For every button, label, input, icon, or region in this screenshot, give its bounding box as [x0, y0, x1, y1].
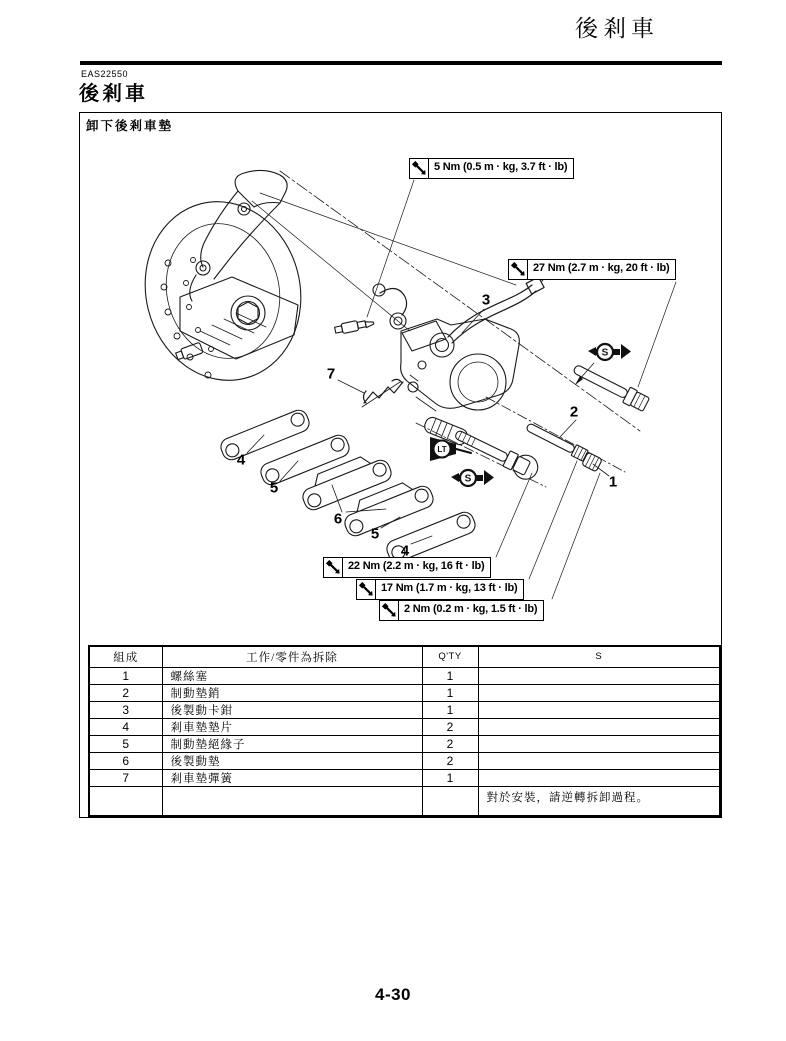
- cell-job: 後製動卡鉗: [162, 701, 422, 718]
- part-number-label: 2: [569, 403, 579, 421]
- cell-remarks: [478, 752, 720, 769]
- part-number-label: 7: [326, 365, 336, 383]
- grease-s-icon: [451, 470, 494, 486]
- col-header-order: 組成: [89, 646, 162, 667]
- hose-fitting: [373, 284, 407, 329]
- header-rule: [80, 61, 722, 65]
- torque-value: 5 Nm (0.5 m · kg, 3.7 ft · lb): [434, 161, 568, 173]
- cell-remarks: [478, 769, 720, 786]
- part-number-label: 5: [370, 525, 380, 543]
- cell-remarks: [478, 735, 720, 752]
- cell-job: 後製動墊: [162, 752, 422, 769]
- col-header-job: 工作/零件為拆除: [162, 646, 422, 667]
- cell-qty: [422, 786, 478, 816]
- torque-wrench-icon: [324, 558, 343, 577]
- cell-remarks: [478, 667, 720, 684]
- cell-qty: 2: [422, 735, 478, 752]
- cell-remarks: [478, 684, 720, 701]
- cell-order: 2: [89, 684, 162, 701]
- figure-caption: 卸下後剎車墊: [86, 119, 174, 133]
- cell-remarks: [478, 701, 720, 718]
- caliper-bracket: [190, 170, 287, 301]
- cell-qty: 1: [422, 684, 478, 701]
- exploded-view-panel: [79, 112, 722, 818]
- cell-remarks: [478, 718, 720, 735]
- table-row: [89, 752, 720, 769]
- table-row: [89, 701, 720, 718]
- col-header-remarks: S: [478, 646, 720, 667]
- torque-callout-17nm: [356, 579, 524, 600]
- torque-wrench-icon: [410, 159, 429, 178]
- svg-text:S: S: [601, 347, 609, 359]
- document-code: EAS22550: [81, 69, 129, 79]
- svg-text:S: S: [464, 473, 472, 485]
- part-number-label: 1: [608, 473, 618, 491]
- section-title: 後剎車: [79, 83, 148, 105]
- installation-note: 對於安裝，請逆轉拆卸過程。: [478, 786, 720, 816]
- cell-job: 剎車墊墊片: [162, 718, 422, 735]
- cell-job: 制動墊銷: [162, 684, 422, 701]
- cell-qty: 2: [422, 718, 478, 735]
- torque-value: 22 Nm (2.2 m · kg, 16 ft · lb): [348, 560, 485, 572]
- part-number-label: 3: [481, 291, 491, 309]
- table-row: [89, 684, 720, 701]
- svg-text:LT: LT: [437, 445, 447, 454]
- grease-s-icon: [588, 344, 631, 360]
- running-header: 後剎車: [575, 16, 659, 41]
- cell-qty: 1: [422, 769, 478, 786]
- exploded-diagram: [80, 135, 720, 647]
- cell-qty: 2: [422, 752, 478, 769]
- table-row: [89, 718, 720, 735]
- part-number-label: 4: [236, 451, 246, 469]
- pad-spring: [362, 379, 403, 407]
- brake-disc: [127, 185, 320, 397]
- cell-order: 3: [89, 701, 162, 718]
- table-note-row: [89, 786, 720, 816]
- torque-value: 27 Nm (2.7 m · kg, 20 ft · lb): [533, 262, 670, 274]
- cell-job: [162, 786, 422, 816]
- col-header-qty: Q'TY: [422, 646, 478, 667]
- parts-table: [88, 645, 721, 817]
- brake-caliper: [401, 319, 520, 447]
- alignment-line: [252, 201, 410, 331]
- cell-order: [89, 786, 162, 816]
- torque-wrench-icon: [509, 260, 528, 279]
- torque-value: 17 Nm (1.7 m · kg, 13 ft · lb): [381, 582, 518, 594]
- table-row: [89, 667, 720, 684]
- torque-wrench-icon: [357, 580, 376, 599]
- part-number-label: 6: [333, 510, 343, 528]
- cell-qty: 1: [422, 701, 478, 718]
- torque-callout-2nm: [379, 600, 544, 621]
- cell-qty: 1: [422, 667, 478, 684]
- part-number-label: 5: [269, 479, 279, 497]
- brake-pads: [218, 408, 478, 565]
- torque-wrench-icon: [380, 601, 399, 620]
- cell-order: 5: [89, 735, 162, 752]
- cell-order: 7: [89, 769, 162, 786]
- cell-order: 1: [89, 667, 162, 684]
- torque-callout-5nm: [409, 158, 574, 179]
- page-number: 4-30: [374, 985, 412, 1004]
- torque-callout-22nm: [323, 557, 491, 578]
- cell-job: 剎車墊彈簧: [162, 769, 422, 786]
- cell-order: 6: [89, 752, 162, 769]
- table-row: [89, 769, 720, 786]
- torque-callout-27nm: [508, 259, 676, 280]
- pad-pin: [525, 421, 588, 461]
- torque-value: 2 Nm (0.2 m · kg, 1.5 ft · lb): [404, 603, 538, 615]
- cell-order: 4: [89, 718, 162, 735]
- part-number-label: 4: [400, 542, 410, 560]
- cell-job: 制動墊絕緣子: [162, 735, 422, 752]
- disc-holes: [161, 258, 214, 379]
- cell-job: 螺絲塞: [162, 667, 422, 684]
- table-row: [89, 735, 720, 752]
- bleed-screw: [334, 317, 374, 335]
- axis-line: [280, 171, 640, 431]
- table-header-row: [89, 646, 720, 667]
